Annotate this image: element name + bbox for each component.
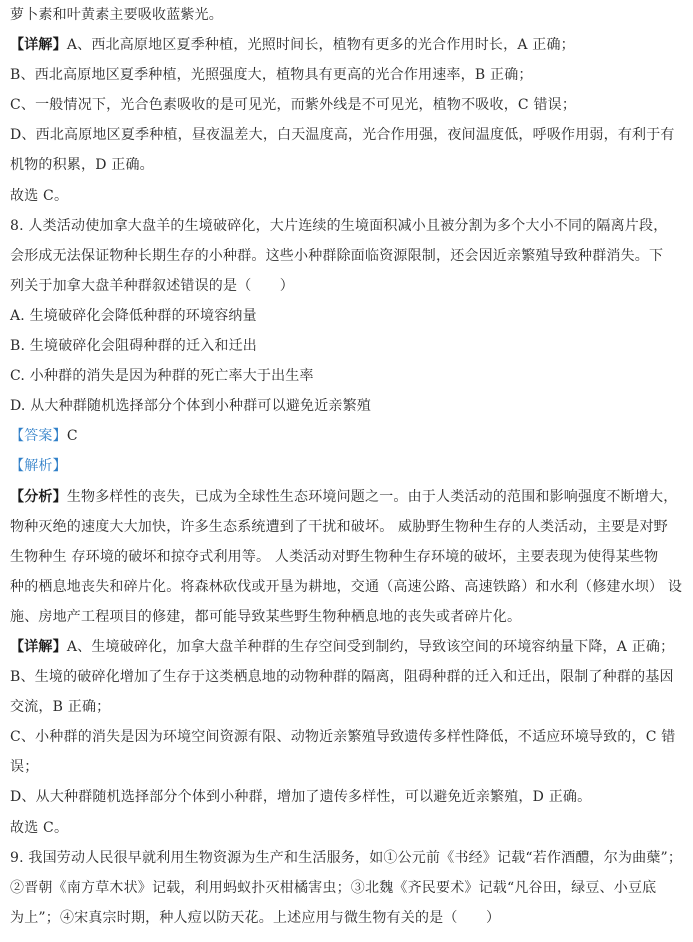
line-text: 种的栖息地丧失和碎片化。将森林砍伐或开垦为耕地，交通（高速公路、高速铁路）和水利（修建水坝） 设: [10, 578, 683, 595]
line-text: 9. 我国劳动人民很早就利用生物资源为生产和生活服务，如①公元前《书经》记载“若作酒醴，尔为曲蘖”；: [10, 849, 683, 866]
line-text: C、一般情况下，光合色素吸收的是可见光，而紫外线是不可见光，植物不吸收，C 错误；: [10, 97, 577, 114]
text-line: [10, 120, 685, 150]
text-line: [10, 512, 685, 542]
line-text: A、生境破碎化，加拿大盘羊种群的生存空间受到制约，导致该空间的环境容纳量下降，A 正确；: [66, 638, 675, 655]
line-text: C. 小种群的消失是因为种群的死亡率大于出生率: [10, 368, 314, 385]
section-label: 【解析】: [10, 458, 67, 475]
text-line: [10, 843, 685, 873]
text-line: [10, 331, 685, 361]
text-line: [10, 722, 685, 752]
text-line: [10, 391, 685, 421]
line-text: A、西北高原地区夏季种植，光照时间长，植物有更多的光合作用时长，A 正确；: [66, 37, 575, 54]
text-line: [10, 692, 685, 722]
text-line: [10, 451, 685, 481]
line-text: B. 生境破碎化会阻碍种群的迁入和迁出: [10, 338, 257, 355]
line-text: 故选 C。: [10, 187, 69, 204]
line-text: 生物种生 存环境的破坏和掠夺式利用等。 人类活动对野生物种生存环境的破坏，主要表现为使得某些物: [10, 548, 659, 565]
text-line: [10, 602, 685, 632]
text-line: [10, 271, 685, 301]
line-text: 8. 人类活动使加拿大盘羊的生境破碎化，大片连续的生境面积减小且被分割为多个大小不同的隔离片段，: [10, 217, 668, 234]
section-label: 【详解】: [10, 638, 67, 655]
text-line: [10, 421, 685, 451]
text-line: [10, 662, 685, 692]
line-text: 机物的积累，D 正确。: [10, 157, 154, 174]
text-line: [10, 361, 685, 391]
text-line: [10, 30, 685, 60]
text-line: [10, 0, 685, 30]
line-text: 施、房地产工程项目的修建，都可能导致某些野生物种栖息地的丧失或者碎片化。: [10, 608, 522, 625]
line-text: C: [66, 428, 78, 445]
line-text: 物种灭绝的速度大大加快，许多生态系统遭到了干扰和破坏。 威胁野生物种生存的人类活动，主要是对野: [10, 518, 668, 535]
text-line: [10, 542, 685, 572]
line-text: B、西北高原地区夏季种植，光照强度大，植物具有更高的光合作用速率，B 正确；: [10, 67, 533, 84]
text-line: [10, 813, 685, 843]
line-text: C、小种群的消失是因为环境空间资源有限、动物近亲繁殖导致遗传多样性降低，不适应环境导致的，C 错: [10, 729, 676, 746]
text-line: [10, 181, 685, 211]
text-line: [10, 211, 685, 241]
text-line: [10, 60, 685, 90]
line-text: 交流，B 正确；: [10, 699, 111, 716]
text-line: [10, 301, 685, 331]
line-text: D、从大种群随机选择部分个体到小种群，增加了遗传多样性，可以避免近亲繁殖，D 正确。: [10, 789, 592, 806]
section-label: 【详解】: [10, 37, 67, 54]
text-line: [10, 903, 685, 933]
line-text: 为上”；④宋真宗时期，种人痘以防天花。上述应用与微生物有关的是（ ）: [10, 909, 501, 926]
text-line: [10, 241, 685, 271]
line-text: D. 从大种群随机选择部分个体到小种群可以避免近亲繁殖: [10, 398, 372, 415]
text-line: [10, 150, 685, 180]
line-text: 误；: [10, 759, 39, 776]
text-line: [10, 873, 685, 903]
line-text: ②晋朝《南方草木状》记载，利用蚂蚁扑灭柑橘害虫；③北魏《齐民要术》记载“凡谷田，绿豆、小豆底: [10, 879, 657, 896]
line-text: 萝卜素和叶黄素主要吸收蓝紫光。: [10, 7, 223, 23]
line-text: 会形成无法保证物种长期生存的小种群。这些小种群除面临资源限制，还会因近亲繁殖导致种群消失。下: [10, 247, 664, 264]
text-line: [10, 632, 685, 662]
document-page: [10, 0, 685, 933]
text-line: [10, 90, 685, 120]
line-text: 生物多样性的丧失，已成为全球性生态环境问题之一。由于人类活动的范围和影响强度不断增大，: [66, 488, 678, 505]
line-text: D、西北高原地区夏季种植，昼夜温差大，白天温度高，光合作用强，夜间温度低，呼吸作用弱，有利于有: [10, 127, 675, 144]
section-label: 【分析】: [10, 488, 67, 505]
text-line: [10, 482, 685, 512]
line-text: A. 生境破碎化会降低种群的环境容纳量: [10, 307, 257, 324]
line-text: 列关于加拿大盘羊种群叙述错误的是（ ）: [10, 277, 294, 294]
text-line: [10, 782, 685, 812]
line-text: 故选 C。: [10, 819, 69, 836]
section-label: 【答案】: [10, 428, 67, 445]
text-line: [10, 752, 685, 782]
line-text: B、生境的破碎化增加了生存于这类栖息地的动物种群的隔离，阻碍种群的迁入和迁出，限制了种群的基因: [10, 669, 674, 686]
text-line: [10, 572, 685, 602]
